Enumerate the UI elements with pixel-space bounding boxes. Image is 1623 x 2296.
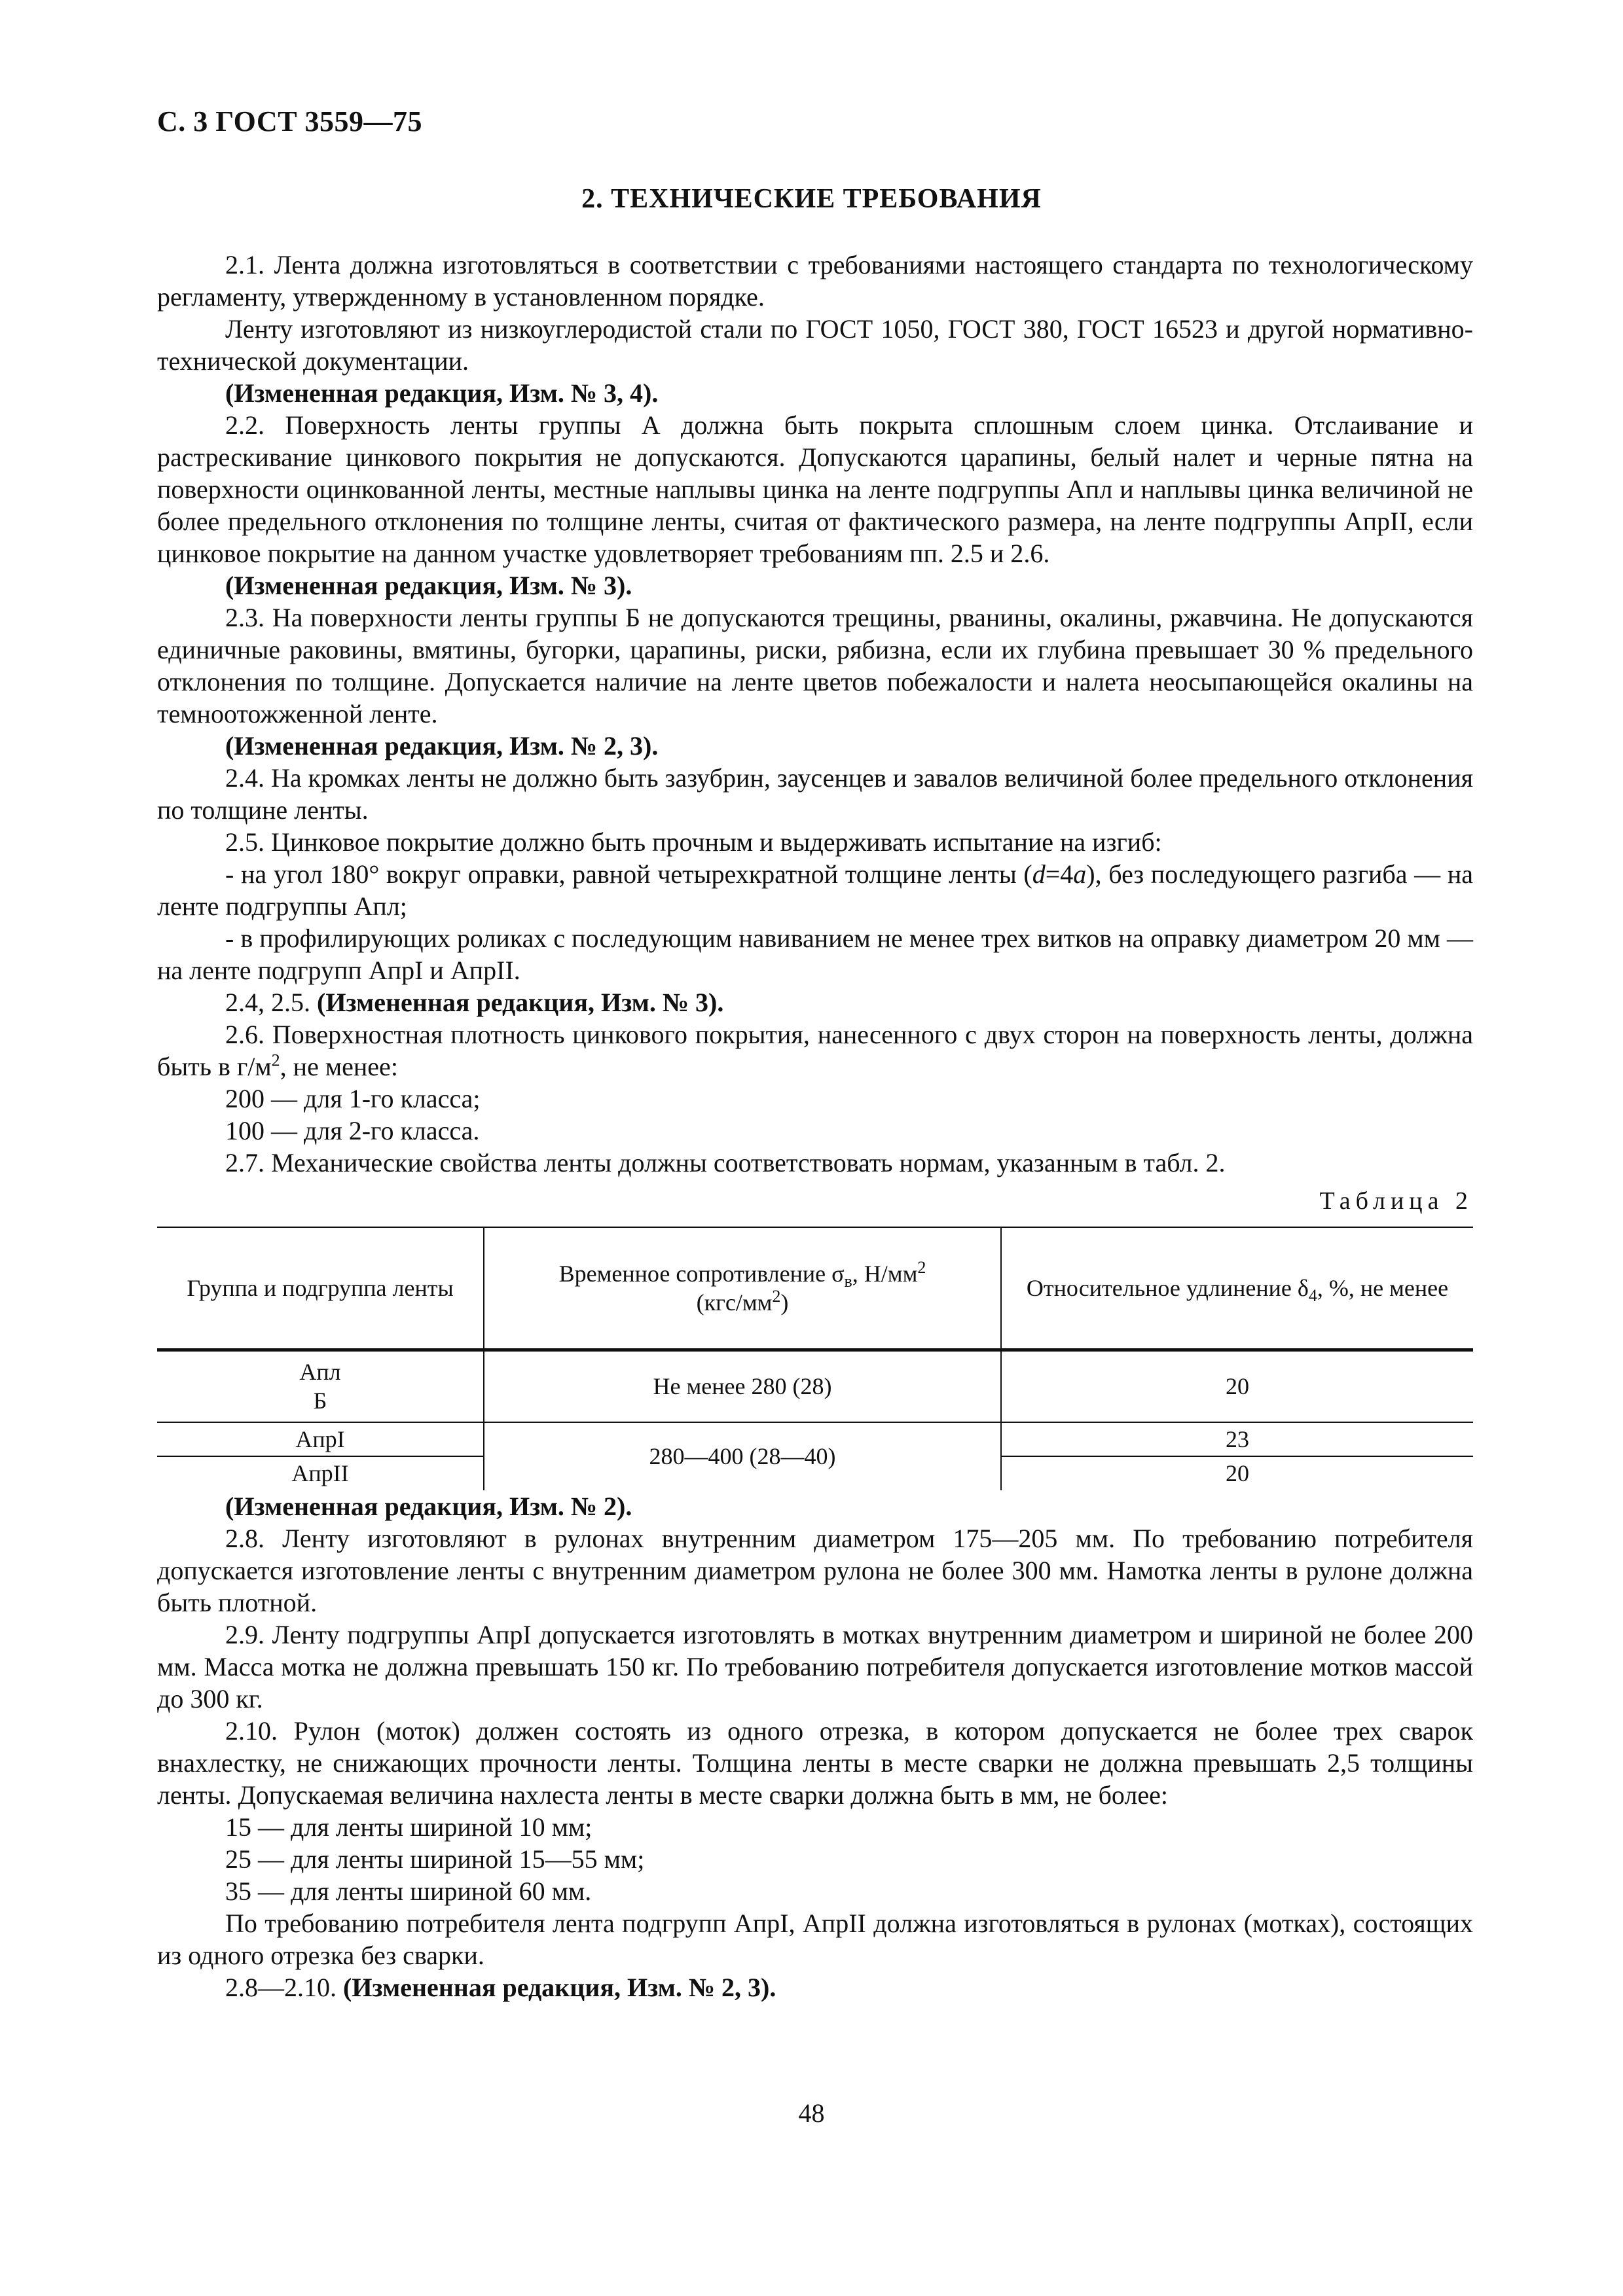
paragraph-2-10-width-15-55: 25 — для ленты шириной 15—55 мм;: [225, 1844, 645, 1874]
text-run: , не менее:: [280, 1052, 398, 1081]
amendment-note: (Измененная редакция, Изм. № 2, 3).: [343, 1972, 776, 2002]
paragraph-2-10: 2.10. Рулон (моток) должен состоять из одного отрезка, в котором допускается не более трех сварок внахлестку, не снижающих прочности ленты. Толщина ленты в месте сварки не должна превышать 2,5 толщины ленты. Допускаемая величина нахлеста ленты в месте сварки должна быть в мм, не более:: [157, 1715, 1473, 1810]
amendment-note: (Измененная редакция, Изм. № 2).: [225, 1491, 632, 1521]
column-header-strength: [484, 1227, 1001, 1350]
symbol-d: d: [1032, 859, 1046, 889]
table-cell-elongation: 20: [1001, 1456, 1473, 1490]
table-cell-strength: Не менее 280 (28): [484, 1350, 1001, 1422]
paragraph-2-6-class-1: 200 — для 1-го класса;: [225, 1084, 481, 1113]
mechanical-properties-table: [157, 1227, 1473, 1490]
subscript: 4: [1308, 1286, 1317, 1306]
table-cell-strength: 280—400 (28—40): [484, 1422, 1001, 1490]
superscript: 2: [772, 1287, 781, 1306]
table-cell-group: АпрII: [291, 1460, 349, 1486]
amendment-line: [157, 986, 1473, 1018]
paragraph-2-10-width-60: 35 — для ленты шириной 60 мм.: [225, 1876, 592, 1906]
text-run: Временное сопротивление σ: [558, 1261, 845, 1287]
table-cell-elongation: 20: [1001, 1350, 1473, 1422]
superscript: 2: [271, 1050, 280, 1070]
paragraph-2-5-item-a: [157, 858, 1473, 922]
table-row: [157, 1350, 1473, 1422]
table-cell-group: [157, 1350, 484, 1422]
text-run: Относительное удлинение δ: [1026, 1275, 1309, 1301]
column-header-elongation: [1001, 1227, 1473, 1350]
text-run: ), без последующего разгиба — на ленте подгруппы Апл;: [157, 859, 1473, 921]
table-header-row: [157, 1227, 1473, 1350]
paragraph-2-8: 2.8. Ленту изготовляют в рулонах внутренним диаметром 175—205 мм. По требованию потребителя допускается изготовление ленты с внутренним диаметром рулона не более 300 мм. Намотка ленты в рулоне должна быть плотной.: [157, 1523, 1473, 1617]
paragraph-2-1: 2.1. Лента должна изготовляться в соответствии с требованиями настоящего стандарта по технологическому регламенту, утвержденному в установленном порядке.: [157, 250, 1473, 312]
subscript: в: [844, 1272, 852, 1291]
text-run: (кгс/мм: [696, 1289, 773, 1316]
table-cell-group: АпрI: [157, 1422, 484, 1456]
column-header-group: Группа и подгруппа ленты: [157, 1227, 484, 1350]
paragraph-2-1-material: Ленту изготовляют из низкоуглеродистой стали по ГОСТ 1050, ГОСТ 380, ГОСТ 16523 и другой нормативно-технической документации.: [157, 314, 1473, 376]
paragraph-2-5: 2.5. Цинковое покрытие должно быть прочным и выдерживать испытание на изгиб:: [225, 827, 1162, 857]
paragraph-2-2: 2.2. Поверхность ленты группы А должна быть покрыта сплошным слоем цинка. Отслаивание и растрескивание цинкового покрытия не допускаются. Допускаются царапины, белый налет и черные пятна на поверхности оцинкованной ленты, местные наплывы цинка на ленте подгруппы Апл и наплывы цинка величиной не более предельного отклонения по толщине ленты, считая от фактического размера, на ленте подгруппы АпрII, если цинковое покрытие на данном участке удовлетворяет требованиям пп. 2.5 и 2.6.: [157, 410, 1473, 568]
table-row: [157, 1422, 1473, 1456]
amendment-note: (Измененная редакция, Изм. № 3, 4).: [225, 378, 659, 408]
section-title: 2. ТЕХНИЧЕСКИЕ ТРЕБОВАНИЯ: [581, 184, 1042, 214]
table-label: Таблица 2: [1319, 1187, 1473, 1215]
page-header: С. 3 ГОСТ 3559—75: [157, 105, 423, 137]
amendment-note: (Измененная редакция, Изм. № 3).: [317, 988, 724, 1017]
text-run: - на угол 180° вокруг оправки, равной четырехкратной толщине ленты (: [225, 859, 1032, 889]
paragraph-2-4: 2.4. На кромках ленты не должно быть зазубрин, заусенцев и завалов величиной более предельного отклонения по толщине ленты.: [157, 763, 1473, 825]
amendment-line: [157, 1971, 1473, 2003]
amendment-lead: 2.4, 2.5.: [225, 988, 310, 1017]
page-number: 48: [798, 2098, 825, 2128]
group-b: Б: [313, 1388, 327, 1414]
symbol-a: a: [1073, 859, 1087, 889]
paragraph-2-6: [157, 1018, 1473, 1083]
superscript: 2: [917, 1258, 926, 1277]
paragraph-2-6-class-2: 100 — для 2-го класса.: [225, 1116, 480, 1145]
text-run: =4: [1045, 859, 1074, 889]
paragraph-2-3: 2.3. На поверхности ленты группы Б не допускаются трещины, рванины, окалины, ржавчина. Не допускаются единичные раковины, вмятины, бугорки, царапины, риски, рябизна, если их глубина превышает 30 % предельного отклонения по толщине. Допускается наличие на ленте цветов побежалости и налета неосыпающейся окалины на темноотожженной ленте.: [157, 603, 1473, 728]
amendment-note: (Измененная редакция, Изм. № 3).: [225, 571, 632, 600]
paragraph-2-9: 2.9. Ленту подгруппы АпрI допускается изготовлять в мотках внутренним диаметром и шириной не более 200 мм. Масса мотка не должна превышать 150 кг. По требованию потребителя допускается изготовление мотков массой до 300 кг.: [157, 1619, 1473, 1713]
paragraph-2-10-no-weld: По требованию потребителя лента подгрупп АпрI, АпрII должна изготовляться в рулонах (мотках), состоящих из одного отрезка без сварки.: [157, 1908, 1473, 1970]
amendment-lead: 2.8—2.10.: [225, 1972, 337, 2002]
amendment-note: (Измененная редакция, Изм. № 2, 3).: [225, 731, 659, 761]
paragraph-2-5-item-b: - в профилирующих роликах с последующим навиванием не менее трех витков на оправку диаметром 20 мм — на ленте подгрупп АпрI и АпрII.: [157, 924, 1473, 985]
paragraph-2-10-width-10: 15 — для ленты шириной 10 мм;: [225, 1812, 593, 1842]
group-apl: Апл: [299, 1359, 341, 1386]
text-run: ): [780, 1289, 789, 1316]
text-run: , %, не менее: [1317, 1275, 1449, 1301]
text-run: , Н/мм: [852, 1261, 918, 1287]
table-cell-elongation: 23: [1001, 1422, 1473, 1456]
text-run: 2.6. Поверхностная плотность цинкового покрытия, нанесенного с двух сторон на поверхность ленты, должна быть в г/м: [157, 1020, 1473, 1081]
document-body: [157, 249, 1473, 2003]
paragraph-2-7: 2.7. Механические свойства ленты должны соответствовать нормам, указанным в табл. 2.: [225, 1148, 1226, 1177]
